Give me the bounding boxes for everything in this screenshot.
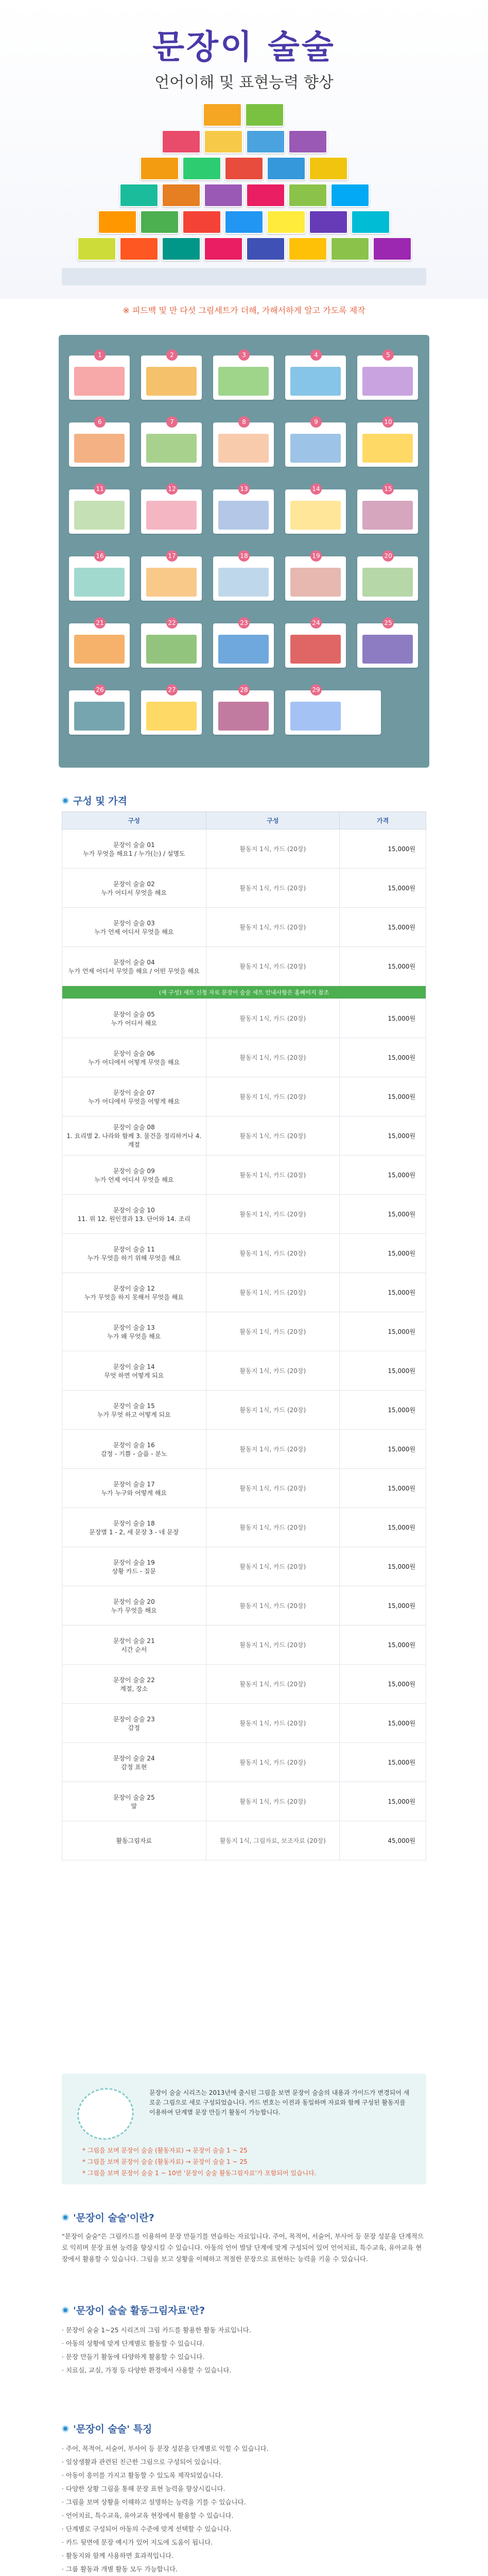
price-row bbox=[62, 1469, 426, 1508]
card-tile bbox=[357, 351, 418, 400]
book-cover bbox=[119, 237, 159, 261]
book-cover bbox=[373, 237, 412, 261]
price-cell: 15,000원 bbox=[340, 908, 426, 947]
price-row bbox=[62, 1625, 426, 1665]
card-number-badge: 9 bbox=[310, 416, 322, 428]
card-number-badge: 27 bbox=[166, 684, 178, 696]
features-heading-text: '문장이 술술' 특징 bbox=[73, 2424, 152, 2435]
book-cover bbox=[246, 237, 285, 261]
book-cover bbox=[351, 210, 390, 234]
activity-heading bbox=[62, 2303, 205, 2317]
book-cover bbox=[224, 210, 264, 234]
price-row bbox=[62, 1508, 426, 1547]
price-cell: 15,000원 bbox=[340, 1038, 426, 1077]
price-cell: 15,000원 bbox=[340, 1743, 426, 1782]
spec-cell: 활동지 1식, 카드 (20장) bbox=[206, 1782, 340, 1821]
product-name-cell: 문장이 술술 02 누가 어디서 무엇을 해요 bbox=[62, 869, 206, 908]
product-name-cell: 문장이 술술 18 문장별 1 - 2, 세 문장 3 - 네 문장 bbox=[62, 1508, 206, 1547]
card-tile bbox=[213, 552, 274, 601]
notice-line: * 그림을 보며 문장이 술술 (활동자료) → 문장이 술술 1 ~ 25 bbox=[82, 2158, 248, 2165]
card-number-badge: 5 bbox=[382, 349, 394, 361]
card-tile bbox=[69, 619, 130, 668]
price-row bbox=[62, 1547, 426, 1586]
hero-title: 문장이 술술 bbox=[152, 28, 336, 66]
product-name-cell: 문장이 술술 25 말 bbox=[62, 1782, 206, 1821]
price-cell: 15,000원 bbox=[340, 1625, 426, 1665]
card-number-badge: 10 bbox=[382, 416, 394, 428]
product-name-cell: 문장이 술술 23 감정 bbox=[62, 1704, 206, 1743]
card-number-badge: 23 bbox=[238, 617, 250, 629]
card-tile bbox=[285, 351, 346, 400]
card-tile bbox=[213, 485, 274, 534]
book-cover bbox=[140, 210, 179, 234]
hero-banner bbox=[0, 0, 488, 299]
bullet-icon bbox=[62, 797, 69, 804]
book-cover bbox=[182, 157, 221, 180]
price-cell: 15,000원 bbox=[340, 1704, 426, 1743]
notice-line: * 그림을 보며 문장이 술술 (활동자료) → 문장이 술술 1 ~ 25 bbox=[82, 2147, 248, 2154]
list-item: · 단계별로 구성되어 아동의 수준에 맞게 선택할 수 있습니다. bbox=[62, 2522, 426, 2536]
card-number-badge: 12 bbox=[166, 483, 178, 495]
book-cover bbox=[162, 183, 201, 207]
price-row bbox=[62, 1038, 426, 1077]
price-row bbox=[62, 947, 426, 986]
card-tile bbox=[357, 552, 418, 601]
card-tile bbox=[285, 485, 346, 534]
price-cell: 15,000원 bbox=[340, 1116, 426, 1156]
spec-cell: 활동지 1식, 카드 (20장) bbox=[206, 1077, 340, 1116]
card-tile bbox=[285, 686, 381, 735]
price-cell: 45,000원 bbox=[340, 1821, 426, 1860]
product-name-cell: 문장이 술술 12 누가 무엇을 하지 못해서 무엇을 해요 bbox=[62, 1273, 206, 1312]
card-number-badge: 24 bbox=[310, 617, 322, 629]
card-number-badge: 21 bbox=[94, 617, 106, 629]
spec-cell: 활동지 1식, 카드 (20장) bbox=[206, 1156, 340, 1195]
price-row bbox=[62, 1234, 426, 1273]
card-grid-row bbox=[69, 485, 418, 534]
product-name-cell: 문장이 술술 16 감정 - 기쁨 - 슬픔 - 분노 bbox=[62, 1430, 206, 1469]
price-row bbox=[62, 908, 426, 947]
bullet-icon bbox=[62, 2425, 69, 2432]
spec-cell: 활동지 1식, 카드 (20장) bbox=[206, 999, 340, 1038]
card-number-badge: 8 bbox=[238, 416, 250, 428]
list-item: · 일상생활과 관련된 친근한 그림으로 구성되어 있습니다. bbox=[62, 2455, 426, 2469]
price-row bbox=[62, 1077, 426, 1116]
book-row bbox=[98, 210, 390, 234]
price-table-header bbox=[62, 812, 426, 829]
card-tile bbox=[141, 686, 202, 735]
spec-cell: 활동지 1식, 카드 (20장) bbox=[206, 829, 340, 869]
activity-list bbox=[62, 2324, 426, 2377]
spec-cell: 활동지 1식, 카드 (20장) bbox=[206, 1665, 340, 1704]
card-tile bbox=[357, 619, 418, 668]
card-number-badge: 3 bbox=[238, 349, 250, 361]
price-cell: 15,000원 bbox=[340, 1469, 426, 1508]
price-row bbox=[62, 1391, 426, 1430]
price-row bbox=[62, 1156, 426, 1195]
list-item: · 그룹 활동과 개별 활동 모두 가능합니다. bbox=[62, 2563, 426, 2576]
bullet-icon bbox=[62, 2307, 69, 2314]
price-cell: 15,000원 bbox=[340, 1665, 426, 1704]
price-row bbox=[62, 1195, 426, 1234]
what-heading bbox=[62, 2210, 154, 2224]
price-row bbox=[62, 1743, 426, 1782]
card-number-badge: 25 bbox=[382, 617, 394, 629]
card-number-badge: 29 bbox=[310, 684, 322, 696]
notice-box bbox=[62, 2074, 426, 2184]
product-name-cell: 문장이 술술 21 시간 순서 bbox=[62, 1625, 206, 1665]
card-tile bbox=[69, 686, 130, 735]
list-item: · 언어치료, 특수교육, 유아교육 현장에서 활용할 수 있습니다. bbox=[62, 2509, 426, 2522]
card-tile bbox=[213, 686, 274, 735]
card-number-badge: 2 bbox=[166, 349, 178, 361]
card-grid-row bbox=[69, 552, 418, 601]
card-grid-row bbox=[69, 351, 418, 400]
book-cover bbox=[309, 210, 348, 234]
price-row bbox=[62, 1704, 426, 1743]
product-name-cell: 문장이 술술 24 감정 표현 bbox=[62, 1743, 206, 1782]
book-cover bbox=[203, 103, 242, 127]
price-cell: 15,000원 bbox=[340, 1586, 426, 1625]
product-name-cell: 문장이 술술 10 11. 위 12. 원인결과 13. 단어와 14. 조리 bbox=[62, 1195, 206, 1234]
book-row bbox=[203, 103, 284, 127]
hero-caption: ※ 피드백 및 만 다섯 그림세트가 더해, 가해서하게 알고 가도록 제작 bbox=[123, 306, 365, 315]
card-tile bbox=[69, 418, 130, 467]
hero-subtitle: 언어이해 및 표현능력 향상 bbox=[154, 74, 334, 92]
product-name-cell: 문장이 술술 06 누가 어디에서 어떻게 무엇을 해요 bbox=[62, 1038, 206, 1077]
card-number-badge: 13 bbox=[238, 483, 250, 495]
card-tile bbox=[357, 418, 418, 467]
product-name-cell: 문장이 술술 20 누가 무엇을 해요 bbox=[62, 1586, 206, 1625]
list-item: · 활동지와 함께 사용하면 효과적입니다. bbox=[62, 2549, 426, 2563]
card-number-badge: 14 bbox=[310, 483, 322, 495]
spec-cell: 활동지 1식, 카드 (20장) bbox=[206, 1743, 340, 1782]
book-cover bbox=[98, 210, 137, 234]
composition-heading-text: 구성 및 가격 bbox=[73, 795, 127, 807]
price-cell: 15,000원 bbox=[340, 1273, 426, 1312]
spec-cell: 활동지 1식, 카드 (20장) bbox=[206, 1430, 340, 1469]
col-header: 구성 bbox=[62, 812, 206, 829]
notice-text: 문장이 술술 시리즈는 2013년에 출시된 그림을 보면 문장이 술술의 내용과 가이드가 변경되어 새로운 그림으로 새로 구성되었습니다. 카드 번호는 이전과 동일하며 자료와 함께 구성된 활동지를 이용하여 단계별 문장 만들기 활동이 가능합니다. bbox=[149, 2089, 410, 2116]
hero-floor bbox=[62, 268, 426, 285]
product-name-cell: 문장이 술술 15 누가 무엇 하고 어떻게 되요 bbox=[62, 1391, 206, 1430]
card-number-badge: 26 bbox=[94, 684, 106, 696]
spec-cell: 활동지 1식, 카드 (20장) bbox=[206, 1586, 340, 1625]
card-tile bbox=[357, 485, 418, 534]
book-cover bbox=[204, 237, 243, 261]
card-number-badge: 20 bbox=[382, 550, 394, 562]
spec-cell: 활동지 1식, 카드 (20장) bbox=[206, 869, 340, 908]
price-row bbox=[62, 999, 426, 1038]
price-cell: 15,000원 bbox=[340, 1351, 426, 1391]
price-cell: 15,000원 bbox=[340, 1312, 426, 1351]
product-name-cell: 문장이 술술 14 무엇 하면 어떻게 되요 bbox=[62, 1351, 206, 1391]
price-table-body bbox=[62, 829, 426, 1860]
spec-cell: 활동지 1식, 카드 (20장) bbox=[206, 1234, 340, 1273]
list-item: · 다양한 상황 그림을 통해 문장 표현 능력을 향상시킵니다. bbox=[62, 2482, 426, 2496]
product-name-cell: 문장이 술술 22 계절, 장소 bbox=[62, 1665, 206, 1704]
card-tile bbox=[141, 485, 202, 534]
product-name-cell: 문장이 술술 05 누가 어디서 해요 bbox=[62, 999, 206, 1038]
book-cover bbox=[246, 183, 285, 207]
price-cell: 15,000원 bbox=[340, 1234, 426, 1273]
what-heading-text: '문장이 술술'이란? bbox=[73, 2212, 154, 2224]
card-tile bbox=[141, 619, 202, 668]
notice-line: * 그림을 보며 문장이 술술 1 ~ 10번 '문장이 술술 활동그림자료'가 포함되어 있습니다. bbox=[82, 2170, 317, 2177]
card-number-badge: 16 bbox=[94, 550, 106, 562]
card-number-badge: 11 bbox=[94, 483, 106, 495]
book-row bbox=[119, 183, 370, 207]
list-item: · 아동의 상황에 맞게 단계별로 활동할 수 있습니다. bbox=[62, 2337, 426, 2350]
book-cover bbox=[246, 130, 285, 154]
book-cover bbox=[162, 130, 201, 154]
book-cover bbox=[119, 183, 159, 207]
price-row bbox=[62, 1821, 426, 1860]
card-grid-row bbox=[69, 686, 381, 735]
card-number-badge: 1 bbox=[94, 349, 106, 361]
book-cover bbox=[162, 237, 201, 261]
price-cell: 15,000원 bbox=[340, 1156, 426, 1195]
list-item: · 카드 뒷면에 문장 예시가 있어 지도에 도움이 됩니다. bbox=[62, 2536, 426, 2549]
card-tile bbox=[141, 351, 202, 400]
stamp-icon bbox=[73, 2083, 138, 2145]
card-number-badge: 17 bbox=[166, 550, 178, 562]
book-row bbox=[77, 237, 412, 261]
book-cover bbox=[182, 210, 221, 234]
spec-cell: 활동지 1식, 카드 (20장) bbox=[206, 1312, 340, 1351]
price-cell: 15,000원 bbox=[340, 829, 426, 869]
book-cover bbox=[224, 157, 264, 180]
list-item: · 주어, 목적어, 서술어, 부사어 등 문장 성분을 단계별로 익힐 수 있습니다. bbox=[62, 2442, 426, 2455]
book-cover bbox=[140, 157, 179, 180]
price-cell: 15,000원 bbox=[340, 1195, 426, 1234]
book-row bbox=[162, 130, 327, 154]
spec-cell: 활동지 1식, 카드 (20장) bbox=[206, 1195, 340, 1234]
card-tile bbox=[69, 552, 130, 601]
spec-cell: 활동지 1식, 카드 (20장) bbox=[206, 1625, 340, 1665]
spec-cell: 활동지 1식, 카드 (20장) bbox=[206, 1351, 340, 1391]
price-table bbox=[62, 811, 426, 1860]
price-row bbox=[62, 829, 426, 869]
price-row bbox=[62, 1116, 426, 1156]
spec-cell: 활동지 1식, 그림자료, 보조자료 (20장) bbox=[206, 1821, 340, 1860]
bullet-icon bbox=[62, 2214, 69, 2221]
col-header: 가격 bbox=[340, 812, 426, 829]
product-name-cell: 문장이 술술 13 누가 왜 무엇을 해요 bbox=[62, 1312, 206, 1351]
activity-heading-text: '문장이 술술 활동그림자료'란? bbox=[73, 2305, 205, 2316]
price-cell: 15,000원 bbox=[340, 1547, 426, 1586]
card-grid-row bbox=[69, 418, 418, 467]
product-name-cell: 활동그림자료 bbox=[62, 1821, 206, 1860]
price-row bbox=[62, 1586, 426, 1625]
price-cell: 15,000원 bbox=[340, 999, 426, 1038]
spec-cell: 활동지 1식, 카드 (20장) bbox=[206, 1391, 340, 1430]
card-tile bbox=[285, 619, 346, 668]
spec-cell: 활동지 1식, 카드 (20장) bbox=[206, 908, 340, 947]
price-note: (새 구성) 세트 신청 자료 문장이 술술 세트 안내사항은 홈페이지 참조 bbox=[62, 986, 426, 999]
product-name-cell: 문장이 술술 08 1. 요리별 2. 나라와 함께 3. 물건을 정리하거나 4. 계절 bbox=[62, 1116, 206, 1156]
spec-cell: 활동지 1식, 카드 (20장) bbox=[206, 1508, 340, 1547]
card-tile bbox=[69, 351, 130, 400]
price-cell: 15,000원 bbox=[340, 1782, 426, 1821]
spec-cell: 활동지 1식, 카드 (20장) bbox=[206, 1273, 340, 1312]
spec-cell: 활동지 1식, 카드 (20장) bbox=[206, 947, 340, 986]
card-tile bbox=[213, 351, 274, 400]
book-cover bbox=[204, 130, 243, 154]
book-cover bbox=[204, 183, 243, 207]
list-item: · 문장 만들기 활동에 다양하게 활용할 수 있습니다. bbox=[62, 2350, 426, 2364]
product-name-cell: 문장이 술술 19 상황 카드 - 질문 bbox=[62, 1547, 206, 1586]
book-cover bbox=[330, 237, 370, 261]
product-name-cell: 문장이 술술 07 누가 어디에서 무엇을 어떻게 해요 bbox=[62, 1077, 206, 1116]
card-number-badge: 15 bbox=[382, 483, 394, 495]
features-heading bbox=[62, 2421, 152, 2435]
book-cover bbox=[288, 183, 327, 207]
card-tile bbox=[69, 485, 130, 534]
book-cover bbox=[267, 210, 306, 234]
product-name-cell: 문장이 술술 11 누가 무엇을 하기 위해 무엇을 해요 bbox=[62, 1234, 206, 1273]
product-name-cell: 문장이 술술 01 누가 무엇을 해요1 / 누가(는) / 설명도 bbox=[62, 829, 206, 869]
price-row bbox=[62, 1351, 426, 1391]
product-name-cell: 문장이 술술 04 누가 언제 어디서 무엇을 해요 / 어떤 무엇을 해요 bbox=[62, 947, 206, 986]
card-number-badge: 22 bbox=[166, 617, 178, 629]
price-row bbox=[62, 1782, 426, 1821]
book-cover bbox=[288, 130, 327, 154]
list-item: · 문장이 술술 1~25 시리즈의 그림 카드를 활용한 활동 자료입니다. bbox=[62, 2324, 426, 2337]
card-tile bbox=[141, 552, 202, 601]
card-tile bbox=[141, 418, 202, 467]
card-number-badge: 4 bbox=[310, 349, 322, 361]
spec-cell: 활동지 1식, 카드 (20장) bbox=[206, 1116, 340, 1156]
card-tile bbox=[285, 552, 346, 601]
product-name-cell: 문장이 술술 17 누가 누구와 어떻게 해요 bbox=[62, 1469, 206, 1508]
card-number-badge: 18 bbox=[238, 550, 250, 562]
product-name-cell: 문장이 술술 03 누가 언제 어디서 무엇을 해요 bbox=[62, 908, 206, 947]
price-cell: 15,000원 bbox=[340, 1430, 426, 1469]
card-tile bbox=[213, 619, 274, 668]
price-row bbox=[62, 1273, 426, 1312]
price-row bbox=[62, 986, 426, 999]
spec-cell: 활동지 1식, 카드 (20장) bbox=[206, 1547, 340, 1586]
composition-heading bbox=[62, 793, 127, 807]
price-row bbox=[62, 1430, 426, 1469]
price-cell: 15,000원 bbox=[340, 947, 426, 986]
product-name-cell: 문장이 술술 09 누가 언제 어디서 무엇을 해요 bbox=[62, 1156, 206, 1195]
price-row bbox=[62, 1665, 426, 1704]
features-list bbox=[62, 2442, 426, 2576]
card-number-badge: 19 bbox=[310, 550, 322, 562]
list-item: · 그림을 보며 상황을 이해하고 설명하는 능력을 기를 수 있습니다. bbox=[62, 2496, 426, 2509]
price-row bbox=[62, 869, 426, 908]
price-cell: 15,000원 bbox=[340, 1391, 426, 1430]
book-cover bbox=[267, 157, 306, 180]
price-cell: 15,000원 bbox=[340, 1077, 426, 1116]
card-number-badge: 6 bbox=[94, 416, 106, 428]
spec-cell: 활동지 1식, 카드 (20장) bbox=[206, 1469, 340, 1508]
col-header: 구성 bbox=[206, 812, 340, 829]
book-cover bbox=[77, 237, 116, 261]
book-cover bbox=[330, 183, 370, 207]
list-item: · 아동이 흥미를 가지고 활동할 수 있도록 제작되었습니다. bbox=[62, 2469, 426, 2482]
card-number-badge: 28 bbox=[238, 684, 250, 696]
book-cover bbox=[309, 157, 348, 180]
book-cover bbox=[288, 237, 327, 261]
price-cell: 15,000원 bbox=[340, 869, 426, 908]
spec-cell: 활동지 1식, 카드 (20장) bbox=[206, 1704, 340, 1743]
spec-cell: 활동지 1식, 카드 (20장) bbox=[206, 1038, 340, 1077]
book-cover bbox=[245, 103, 284, 127]
card-number-badge: 7 bbox=[166, 416, 178, 428]
card-tile bbox=[285, 418, 346, 467]
price-row bbox=[62, 1312, 426, 1351]
book-row bbox=[140, 157, 348, 180]
price-cell: 15,000원 bbox=[340, 1508, 426, 1547]
list-item: · 치료실, 교실, 가정 등 다양한 환경에서 사용할 수 있습니다. bbox=[62, 2364, 426, 2377]
card-tile bbox=[213, 418, 274, 467]
card-grid-row bbox=[69, 619, 418, 668]
what-body: "문장이 술술"은 그림카드를 이용하여 문장 만들기를 연습하는 자료입니다. 주어, 목적어, 서술어, 부사어 등 문장 성분을 단계적으로 익히며 문장 표현 능력을 향상시킬 수 있습니다. 아동의 언어 발달 단계에 맞게 구성되어 있어 언어치료, 특수교육, 유아교육 현장에서 활용할 수 있습니다. 그림을 보고 상황을 이해하고 적절한 문장으로 표현하는 능력을 키울 수 있습니다. bbox=[62, 2232, 424, 2263]
